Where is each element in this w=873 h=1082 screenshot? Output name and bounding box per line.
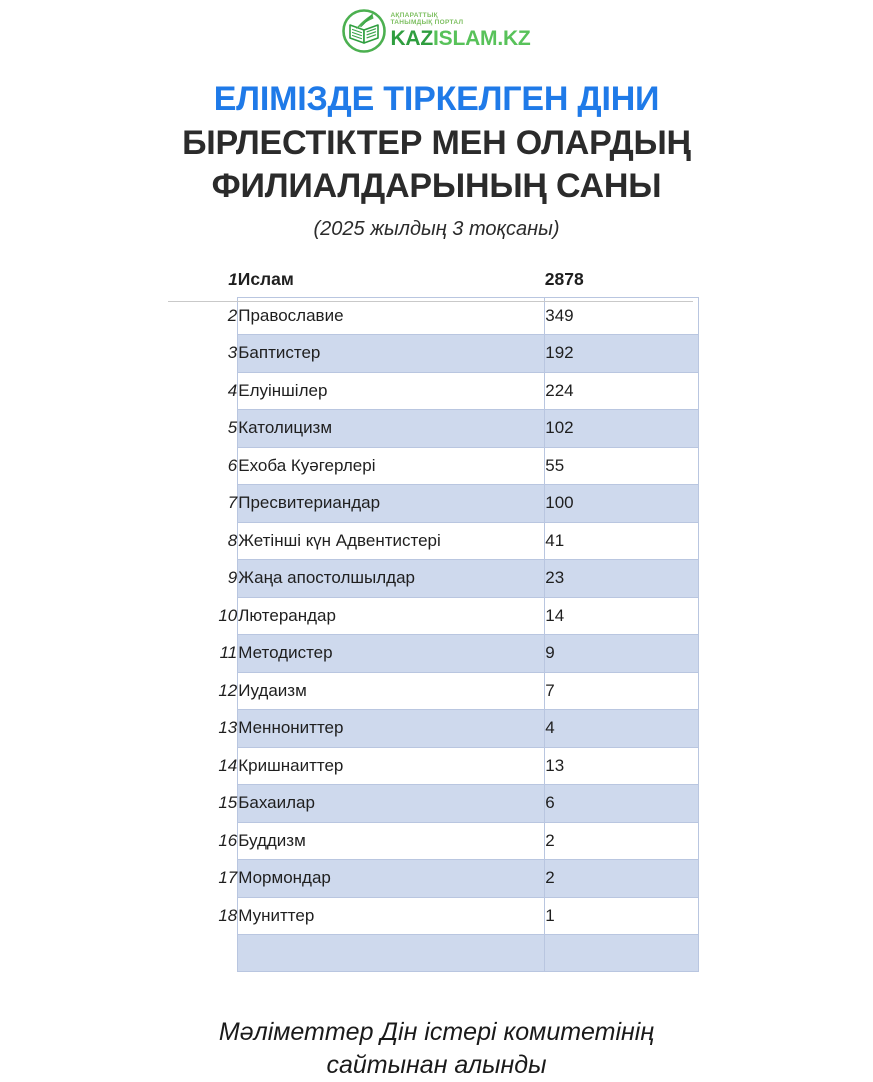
row-index: 14 <box>174 747 238 785</box>
table-row <box>174 785 699 823</box>
row-religion-name: Кришнаиттер <box>238 747 545 785</box>
row-count-value: 41 <box>545 522 699 560</box>
table-row <box>174 860 699 898</box>
source-note-line2: сайтынан алынды <box>326 1050 547 1079</box>
row-count-value: 349 <box>545 297 699 335</box>
row-religion-name: Методистер <box>238 635 545 673</box>
title-line-2: БІРЛЕСТІКТЕР МЕН ОЛАРДЫҢ <box>182 123 691 162</box>
logo-tagline-line2: ТАНЫМДЫҚ ПОРТАЛ <box>390 18 464 26</box>
page-subtitle: (2025 жылдың 3 тоқсаны) <box>313 217 560 240</box>
row-count-value: 2 <box>545 860 699 898</box>
row-religion-name: Буддизм <box>238 822 545 860</box>
row-religion-name: Мормондар <box>238 860 545 898</box>
row-religion-name: Бахаилар <box>238 785 545 823</box>
row-index: 13 <box>174 710 238 748</box>
table-row-filler <box>174 935 699 972</box>
row-religion-name: Меннониттер <box>238 710 545 748</box>
row-index: 11 <box>174 635 238 673</box>
row-religion-name: Муниттер <box>238 897 545 935</box>
logo-wordmark <box>390 28 530 49</box>
row-religion-name: Ехоба Куәгерлері <box>238 447 545 485</box>
table-row <box>174 485 699 523</box>
table-row <box>174 672 699 710</box>
logo-tagline-line1: АҚПАРАТТЫҚ <box>390 12 438 19</box>
row-count-value: 6 <box>545 785 699 823</box>
table-row <box>174 522 699 560</box>
row-index: 4 <box>174 372 238 410</box>
logo[interactable] <box>342 9 530 53</box>
logo-tagline <box>390 13 530 26</box>
table-row <box>174 372 699 410</box>
row-name-filler <box>238 935 545 972</box>
row-count-value: 23 <box>545 560 699 598</box>
row-religion-name: Ислам <box>238 263 545 298</box>
table-row <box>174 263 699 298</box>
row-index: 3 <box>174 335 238 373</box>
row-index: 6 <box>174 447 238 485</box>
row-index: 8 <box>174 522 238 560</box>
table-row <box>174 635 699 673</box>
row-count-value: 2878 <box>545 263 699 298</box>
row-religion-name: Православие <box>238 297 545 335</box>
row-index: 9 <box>174 560 238 598</box>
row-religion-name: Пресвитериандар <box>238 485 545 523</box>
row-count-value: 4 <box>545 710 699 748</box>
row-religion-name: Католицизм <box>238 410 545 448</box>
table-row <box>174 747 699 785</box>
statistics-table <box>174 263 700 972</box>
source-note-line1: Мәліметтер Дін істері комитетінің <box>218 1017 655 1046</box>
statistics-table-zone <box>0 263 873 972</box>
row-index: 10 <box>174 597 238 635</box>
row-index: 17 <box>174 860 238 898</box>
row-index-filler <box>174 935 238 972</box>
page-title <box>0 78 873 241</box>
row-religion-name: Жетінші күн Адвентистері <box>238 522 545 560</box>
row-index: 1 <box>174 263 238 298</box>
table-row <box>174 560 699 598</box>
row-count-value: 55 <box>545 447 699 485</box>
row-index: 15 <box>174 785 238 823</box>
row-index: 18 <box>174 897 238 935</box>
row-count-value: 14 <box>545 597 699 635</box>
row-count-value: 9 <box>545 635 699 673</box>
row-count-value: 100 <box>545 485 699 523</box>
table-row <box>174 447 699 485</box>
row-index: 16 <box>174 822 238 860</box>
book-quill-icon <box>342 9 386 53</box>
statistics-table-body <box>174 263 699 972</box>
row-index: 7 <box>174 485 238 523</box>
table-row <box>174 897 699 935</box>
row-religion-name: Баптистер <box>238 335 545 373</box>
title-line-3: ФИЛИАЛДАРЫНЫҢ САНЫ <box>211 167 662 206</box>
logo-word-kaz: KAZ <box>390 27 433 50</box>
row-religion-name: Елуіншілер <box>238 372 545 410</box>
logo-word-islam: ISLAM.KZ <box>433 27 531 50</box>
row-index: 2 <box>174 297 238 335</box>
row-count-value: 102 <box>545 410 699 448</box>
row-count-value: 13 <box>545 747 699 785</box>
table-row <box>174 822 699 860</box>
logo-text <box>390 13 530 49</box>
table-row <box>174 410 699 448</box>
row-count-value: 1 <box>545 897 699 935</box>
title-line-1: ЕЛІМІЗДЕ ТІРКЕЛГЕН ДІНИ <box>213 80 660 118</box>
table-row <box>174 710 699 748</box>
source-note <box>0 1016 873 1082</box>
header-rule <box>168 301 693 302</box>
row-count-value: 2 <box>545 822 699 860</box>
row-count-value: 7 <box>545 672 699 710</box>
table-row <box>174 335 699 373</box>
table-row <box>174 297 699 335</box>
table-row <box>174 597 699 635</box>
row-religion-name: Лютерандар <box>238 597 545 635</box>
site-logo-bar <box>0 0 873 58</box>
row-value-filler <box>545 935 699 972</box>
row-count-value: 224 <box>545 372 699 410</box>
row-index: 5 <box>174 410 238 448</box>
row-index: 12 <box>174 672 238 710</box>
row-religion-name: Иудаизм <box>238 672 545 710</box>
row-count-value: 192 <box>545 335 699 373</box>
row-religion-name: Жаңа апостолшылдар <box>238 560 545 598</box>
